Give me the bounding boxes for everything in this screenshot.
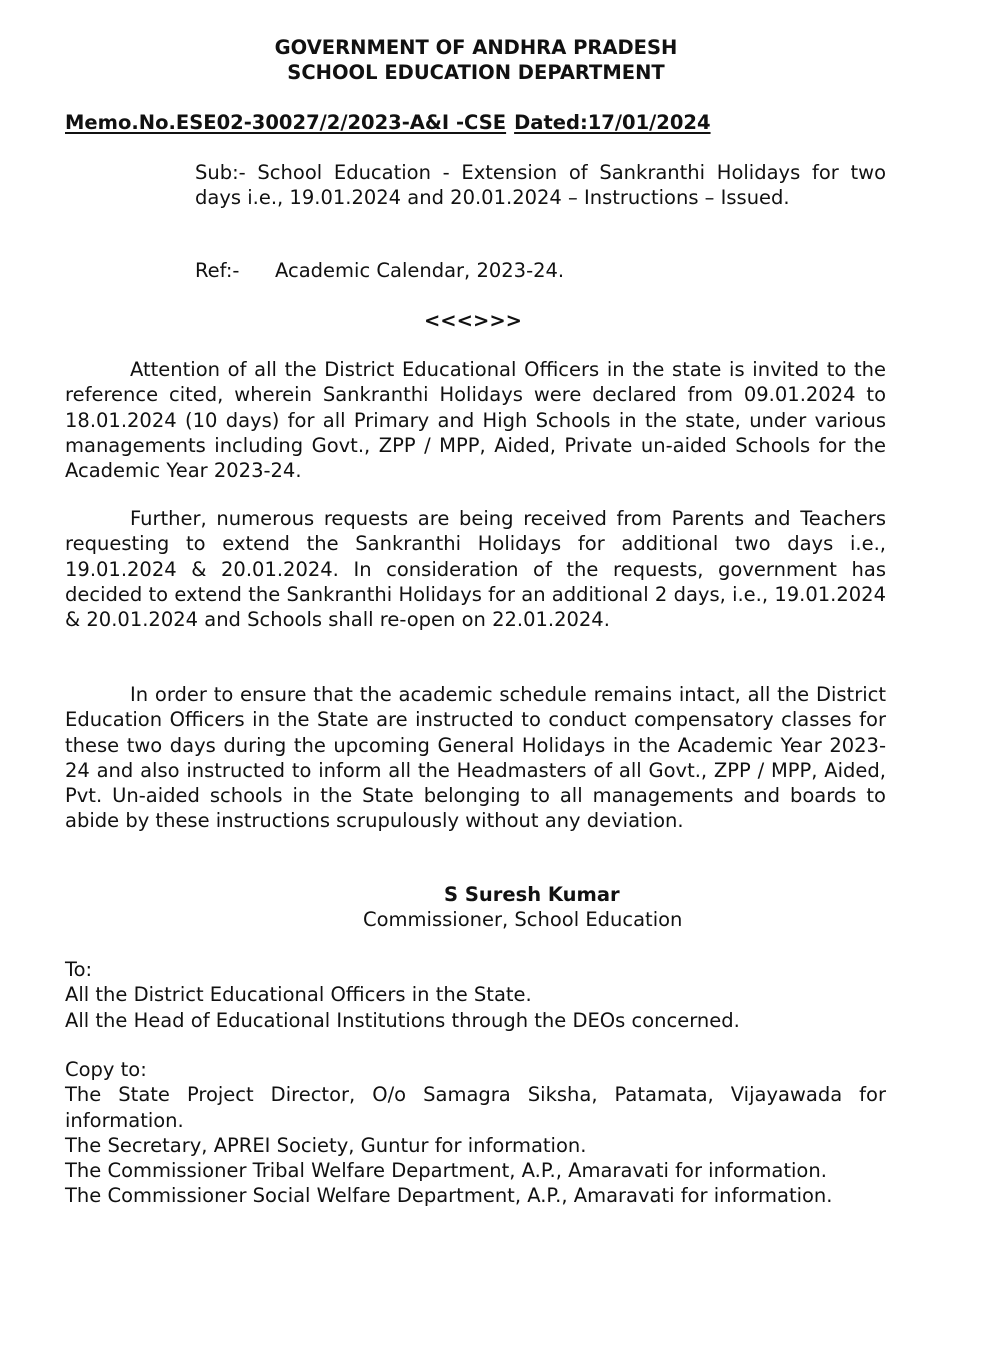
header-department: SCHOOL EDUCATION DEPARTMENT (287, 61, 665, 84)
paragraph-1: Attention of all the District Educational Officers in the state is invited to the reference cited, wherein Sankranthi Holidays were declared from 09.01.2024 to 18.01.2024 (10 days) for all Primary and High Schools in the state, under various managements including Govt., ZPP / MPP, Aided, Private un-aided Schools for the Academic Year 2023-24. (65, 358, 886, 483)
memo-number: Memo.No.ESE02-30027/2/2023-A&I -CSE (65, 111, 507, 134)
to-line: All the Head of Educational Institutions through the DEOs concerned. (65, 1008, 740, 1032)
signatory-designation: Commissioner, School Education (363, 908, 683, 931)
signatory-name: S Suresh Kumar (444, 883, 620, 906)
reference-text: Academic Calendar, 2023-24. (275, 259, 565, 282)
reference (195, 258, 564, 283)
separator: <<<>>> (423, 309, 523, 332)
paragraph-3: In order to ensure that the academic schedule remains intact, all the District Education Officers in the State are instructed to conduct compensatory classes for these two days during the upcoming General Holidays in the Academic Year 2023-24 and also instructed to inform all the Headmasters of all Govt., ZPP / MPP, Aided, Pvt. Un-aided schools in the State belonging to all managements and boards to abide by these instructions scrupulously without any deviation. (65, 683, 886, 833)
copy-to-entry: The State Project Director, O/o Samagra Siksha, Patamata, Vijayawada for information. (65, 1083, 886, 1132)
to-block (65, 957, 886, 1033)
copy-to-block (65, 1057, 886, 1209)
to-label: To: (65, 958, 93, 981)
copy-to-entry: The Secretary, APREI Society, Guntur for information. (65, 1133, 587, 1157)
paragraph-2: Further, numerous requests are being received from Parents and Teachers requesting to extend the Sankranthi Holidays for additional two days i.e., 19.01.2024 & 20.01.2024. In consideration of the requests, government has decided to extend the Sankranthi Holidays for an additional 2 days, i.e., 19.01.2024 & 20.01.2024 and Schools shall re-open on 22.01.2024. (65, 507, 886, 632)
to-line: All the District Educational Officers in the State. (65, 983, 532, 1007)
subject: Sub:- School Education - Extension of Sankranthi Holidays for two days i.e., 19.01.2024 and 20.01.2024 – Instructions – Issued. (195, 161, 886, 210)
reference-label: Ref:- (195, 259, 240, 282)
copy-to-label: Copy to: (65, 1058, 147, 1081)
copy-to-entry: The Commissioner Social Welfare Department, A.P., Amaravati for information. (65, 1184, 833, 1208)
header-government: GOVERNMENT OF ANDHRA PRADESH (274, 36, 678, 59)
copy-to-entry: The Commissioner Tribal Welfare Department, A.P., Amaravati for information. (65, 1159, 827, 1183)
memo-line (65, 110, 711, 135)
memo-date: Dated:17/01/2024 (514, 111, 711, 134)
